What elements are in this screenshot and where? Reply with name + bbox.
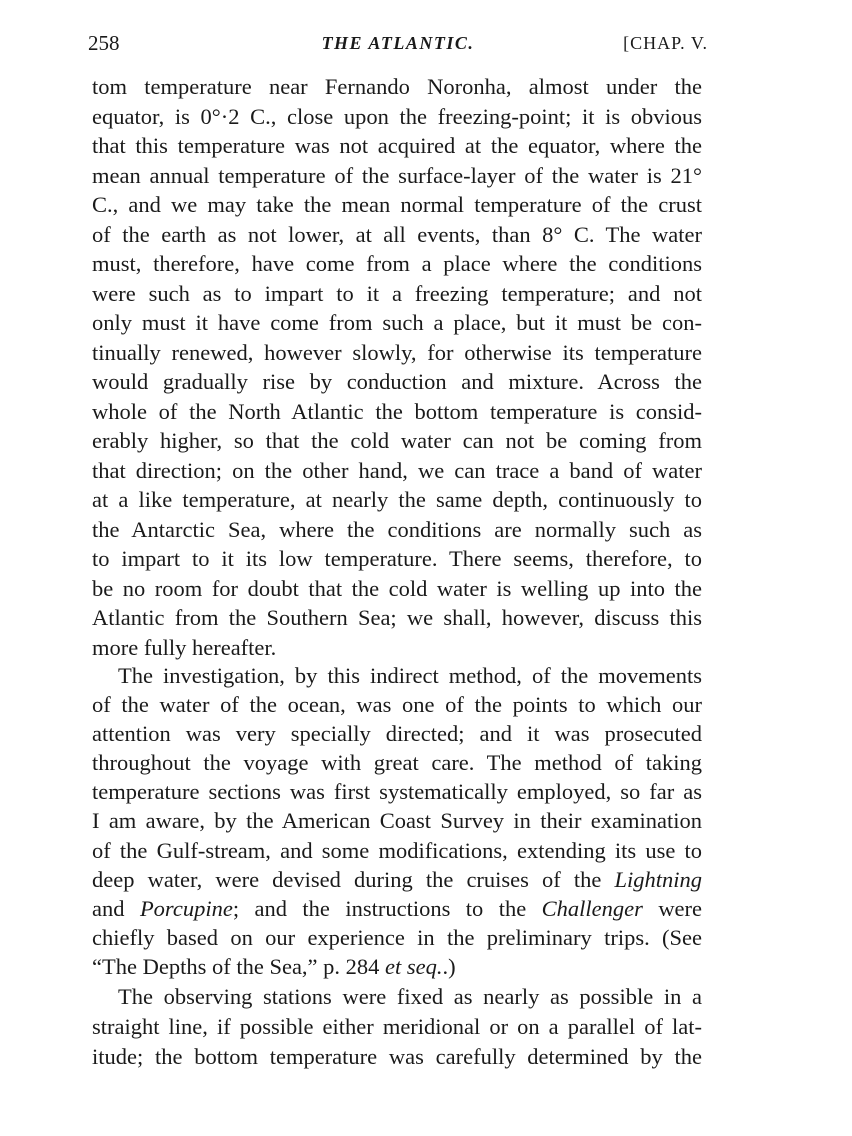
text-line: of the earth as not lower, at all events, than 8° C. The water [92,221,702,247]
text-line: tinually renewed, however slowly, for otherwise its temperature [92,339,702,365]
text-line: of the Gulf-stream, and some modifications, extending its use to [92,837,702,863]
text-line: whole of the North Atlantic the bottom temperature is consid- [92,398,702,424]
citation-et-seq: et seq. [385,953,443,979]
text-line: at a like temperature, at nearly the same depth, continuously to [92,487,702,512]
text-line: temperature sections was first systematically employed, so far as [92,779,702,805]
text-line: only must it have come from such a place, but it must be con- [92,310,702,335]
text-line: must, therefore, have come from a place where the conditions [92,251,702,276]
paragraph-3 [92,982,702,1072]
text-segment: ; and the instructions to the [232,895,527,921]
text-line: would gradually rise by conduction and mixture. Across the [92,369,702,394]
text-line: I am aware, by the American Coast Survey in their examination [92,808,702,834]
text-line [92,952,702,981]
ship-name-porcupine: Porcupine [139,895,233,921]
text-line: that this temperature was not acquired at the equator, where the [92,133,702,158]
text-line: the Antarctic Sea, where the conditions are normally such as [92,516,702,542]
text-line: more fully hereafter. [92,634,277,660]
text-segment: were [658,895,703,921]
text-line [92,865,702,894]
text-line: straight line, if possible either meridional or on a parallel of lat- [92,1014,702,1039]
text-line: The observing stations were fixed as nearly as possible in a [118,984,702,1009]
text-line: attention was very specially directed; and it was prosecuted [92,721,702,747]
text-segment: deep water, were devised during the cruises of the [92,866,602,892]
paragraph-2 [92,661,702,981]
ship-name-challenger: Challenger [541,895,643,921]
ship-name-lightning: Lightning [614,866,702,892]
text-segment: .) [442,953,456,979]
text-line: C., and we may take the mean normal temperature of the crust [92,192,702,217]
running-title: THE ATLANTIC. [321,33,475,53]
chapter-reference: [CHAP. V. [623,33,708,53]
text-line: itude; the bottom temperature was carefully determined by the [92,1044,702,1069]
text-line: throughout the voyage with great care. The method of taking [92,750,702,776]
text-line [92,894,702,923]
paragraph-1 [92,72,702,662]
text-line: be no room for doubt that the cold water is welling up into the [92,575,702,601]
text-line: mean annual temperature of the surface-layer of the water is 21° [92,162,702,188]
text-line: tom temperature near Fernando Noronha, almost under the [92,74,702,99]
text-segment: “The Depths of the Sea,” p. 284 [92,953,380,979]
text-line: equator, is 0°·2 C., close upon the freezing-point; it is obvious [92,103,702,129]
text-line: were such as to impart to it a freezing temperature; and not [92,280,702,306]
page-number: 258 [88,31,120,55]
text-segment: and [92,895,125,921]
text-line: to impart to it its low temperature. There seems, therefore, to [92,546,702,571]
text-line: of the water of the ocean, was one of the points to which our [92,692,702,718]
text-line: that direction; on the other hand, we can trace a band of water [92,457,702,483]
running-head [88,28,708,58]
text-line: Atlantic from the Southern Sea; we shall, however, discuss this [92,605,702,630]
text-line: erably higher, so that the cold water can not be coming from [92,428,702,453]
text-line: The investigation, by this indirect method, of the movements [118,663,702,688]
text-line: chiefly based on our experience in the preliminary trips. (See [92,924,702,950]
